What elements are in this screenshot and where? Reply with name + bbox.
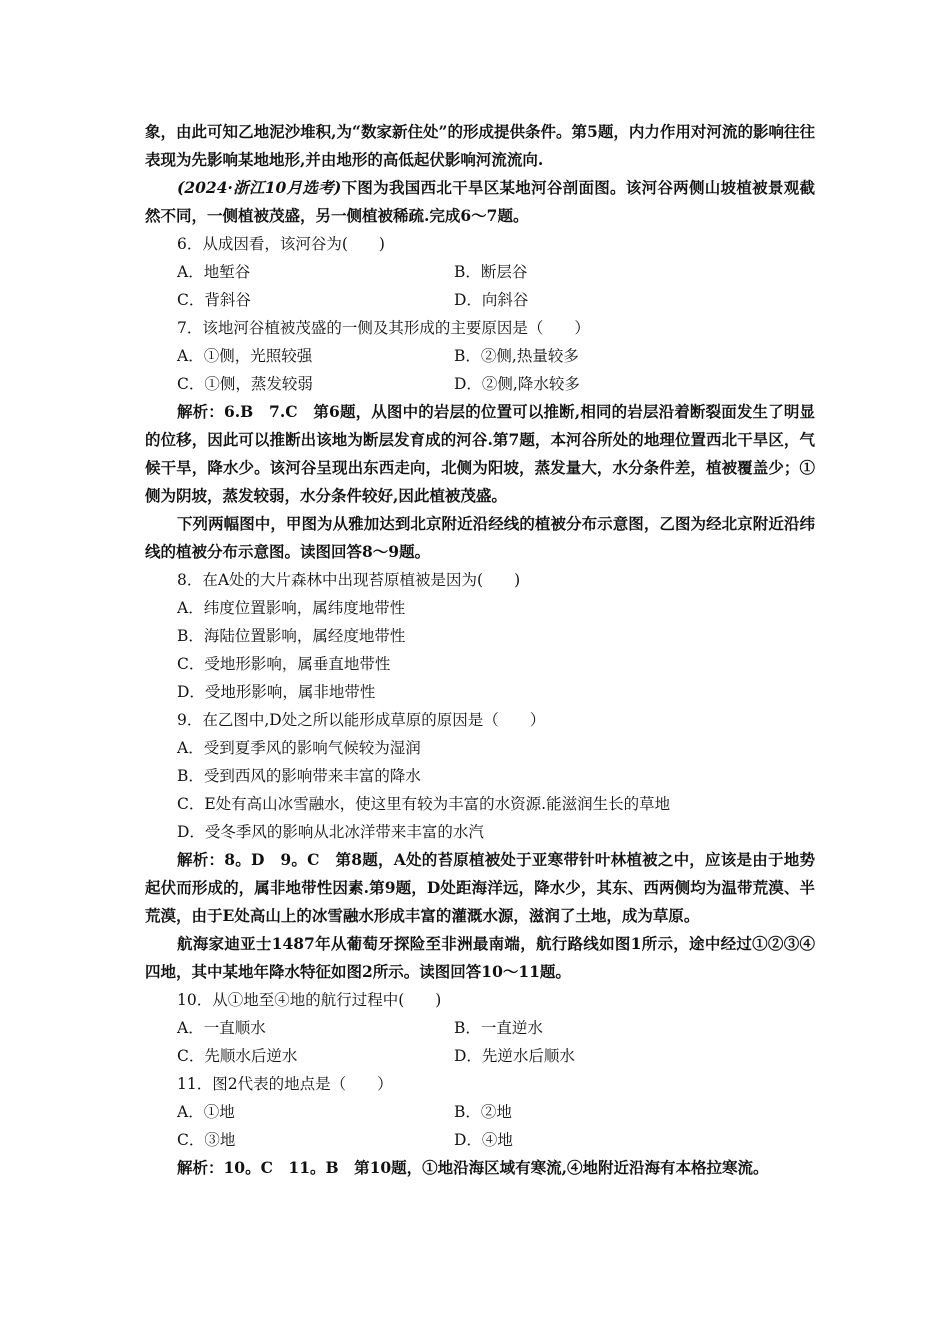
question-10-options-row-1 [145, 1014, 815, 1042]
question-11-stem: 11．图2代表的地点是（ ） [177, 1075, 393, 1093]
option-8d: D．受地形影响，属非地带性 [177, 683, 376, 701]
option-10b: B．一直逆水 [454, 1019, 543, 1037]
question-7-options-row-1 [145, 342, 815, 370]
question-8-stem: 8．在A处的大片森林中出现苔原植被是因为( ) [177, 571, 521, 589]
option-9b: B．受到西风的影响带来丰富的降水 [177, 767, 421, 785]
option-9a: A．受到夏季风的影响气候较为湿润 [177, 739, 421, 757]
intro-continuation: 象，由此可知乙地泥沙堆积,为“数家新住处”的形成提供条件。第5题，内力作用对河流的影响往往表现为先影响某地地形,并由地形的高低起伏影响河流流向. [145, 122, 815, 169]
analysis-10-11: 解析：10。C 11。B 第10题，①地沿海区域有寒流,④地附近沿海有本格拉寒流。 [177, 1158, 769, 1177]
document-body [145, 118, 815, 1182]
option-8b: B．海陆位置影响，属经度地带性 [177, 627, 406, 645]
option-9d: D．受冬季风的影响从北冰洋带来丰富的水汽 [177, 823, 484, 841]
option-8c: C．受地形影响，属垂直地带性 [177, 655, 391, 673]
option-11c: C．③地 [177, 1131, 236, 1149]
option-10d: D．先逆水后顺水 [454, 1047, 575, 1065]
analysis-6-7: 解析：6.B 7.C 第6题，从图中的岩层的位置可以推断,相同的岩层沿着断裂面发生了明显的位移，因此可以推断出该地为断层发育成的河谷.第7题，本河谷所处的地理位置西北干旱区，气候干旱，降水少。该河谷呈现出东西走向，北侧为阳坡，蒸发量大，水分条件差，植被覆盖少；①侧为阴坡，蒸发较弱，水分条件较好,因此植被茂盛。 [145, 402, 815, 505]
question-10-stem: 10．从①地至④地的航行过程中( ) [177, 991, 442, 1009]
option-7c: C．①侧，蒸发较弱 [177, 375, 313, 393]
group-8-9-intro: 下列两幅图中，甲图为从雅加达到北京附近沿经线的植被分布示意图，乙图为经北京附近沿纬线的植被分布示意图。读图回答8～9题。 [145, 514, 815, 561]
option-6b: B．断层谷 [454, 263, 528, 281]
option-7a: A．①侧，光照较强 [177, 347, 313, 365]
question-9-stem: 9．在乙图中,D处之所以能形成草原的原因是（ ） [177, 711, 546, 729]
option-6d: D．向斜谷 [454, 291, 529, 309]
option-10a: A．一直顺水 [177, 1019, 266, 1037]
question-6-options-row-2 [145, 286, 815, 314]
option-11a: A．①地 [177, 1103, 235, 1121]
option-10c: C．先顺水后逆水 [177, 1047, 298, 1065]
analysis-8-9: 解析：8。D 9。C 第8题，A处的苔原植被处于亚寒带针叶林植被之中，应该是由于地势起伏而形成的，属非地带性因素.第9题，D处距海洋远，降水少，其东、西两侧均为温带荒漠、半荒漠，由于E处高山上的冰雪融水形成丰富的灌溉水源，滋润了土地，成为草原。 [145, 850, 815, 925]
source-tag: (2024·浙江10月选考) [177, 178, 342, 197]
question-10-options-row-2 [145, 1042, 815, 1070]
question-11-options-row-2 [145, 1126, 815, 1154]
group-6-7-intro [145, 174, 815, 230]
option-11b: B．②地 [454, 1103, 512, 1121]
group-6-7-text: 下图为我国西北干旱区某地河谷剖面图。该河谷两侧山坡植被景观截然不同，一侧植被茂盛，另一侧植被稀疏.完成6～7题。 [145, 178, 815, 225]
question-7-options-row-2 [145, 370, 815, 398]
option-7d: D．②侧,降水较多 [454, 375, 580, 393]
option-8a: A．纬度位置影响，属纬度地带性 [177, 599, 406, 617]
option-7b: B．②侧,热量较多 [454, 347, 579, 365]
option-9c: C．E处有高山冰雪融水，使这里有较为丰富的水资源.能滋润生长的草地 [177, 795, 671, 813]
option-11d: D．④地 [454, 1131, 513, 1149]
option-6c: C．背斜谷 [177, 291, 251, 309]
question-11-options-row-1 [145, 1098, 815, 1126]
group-10-11-intro: 航海家迪亚士1487年从葡萄牙探险至非洲最南端，航行路线如图1所示，途中经过①②③④四地，其中某地年降水特征如图2所示。读图回答10～11题。 [145, 934, 815, 981]
question-7-stem: 7．该地河谷植被茂盛的一侧及其形成的主要原因是（ ） [177, 319, 590, 337]
question-6-options-row-1 [145, 258, 815, 286]
question-6-stem: 6．从成因看，该河谷为( ) [177, 235, 385, 253]
option-6a: A．地堑谷 [177, 263, 251, 281]
